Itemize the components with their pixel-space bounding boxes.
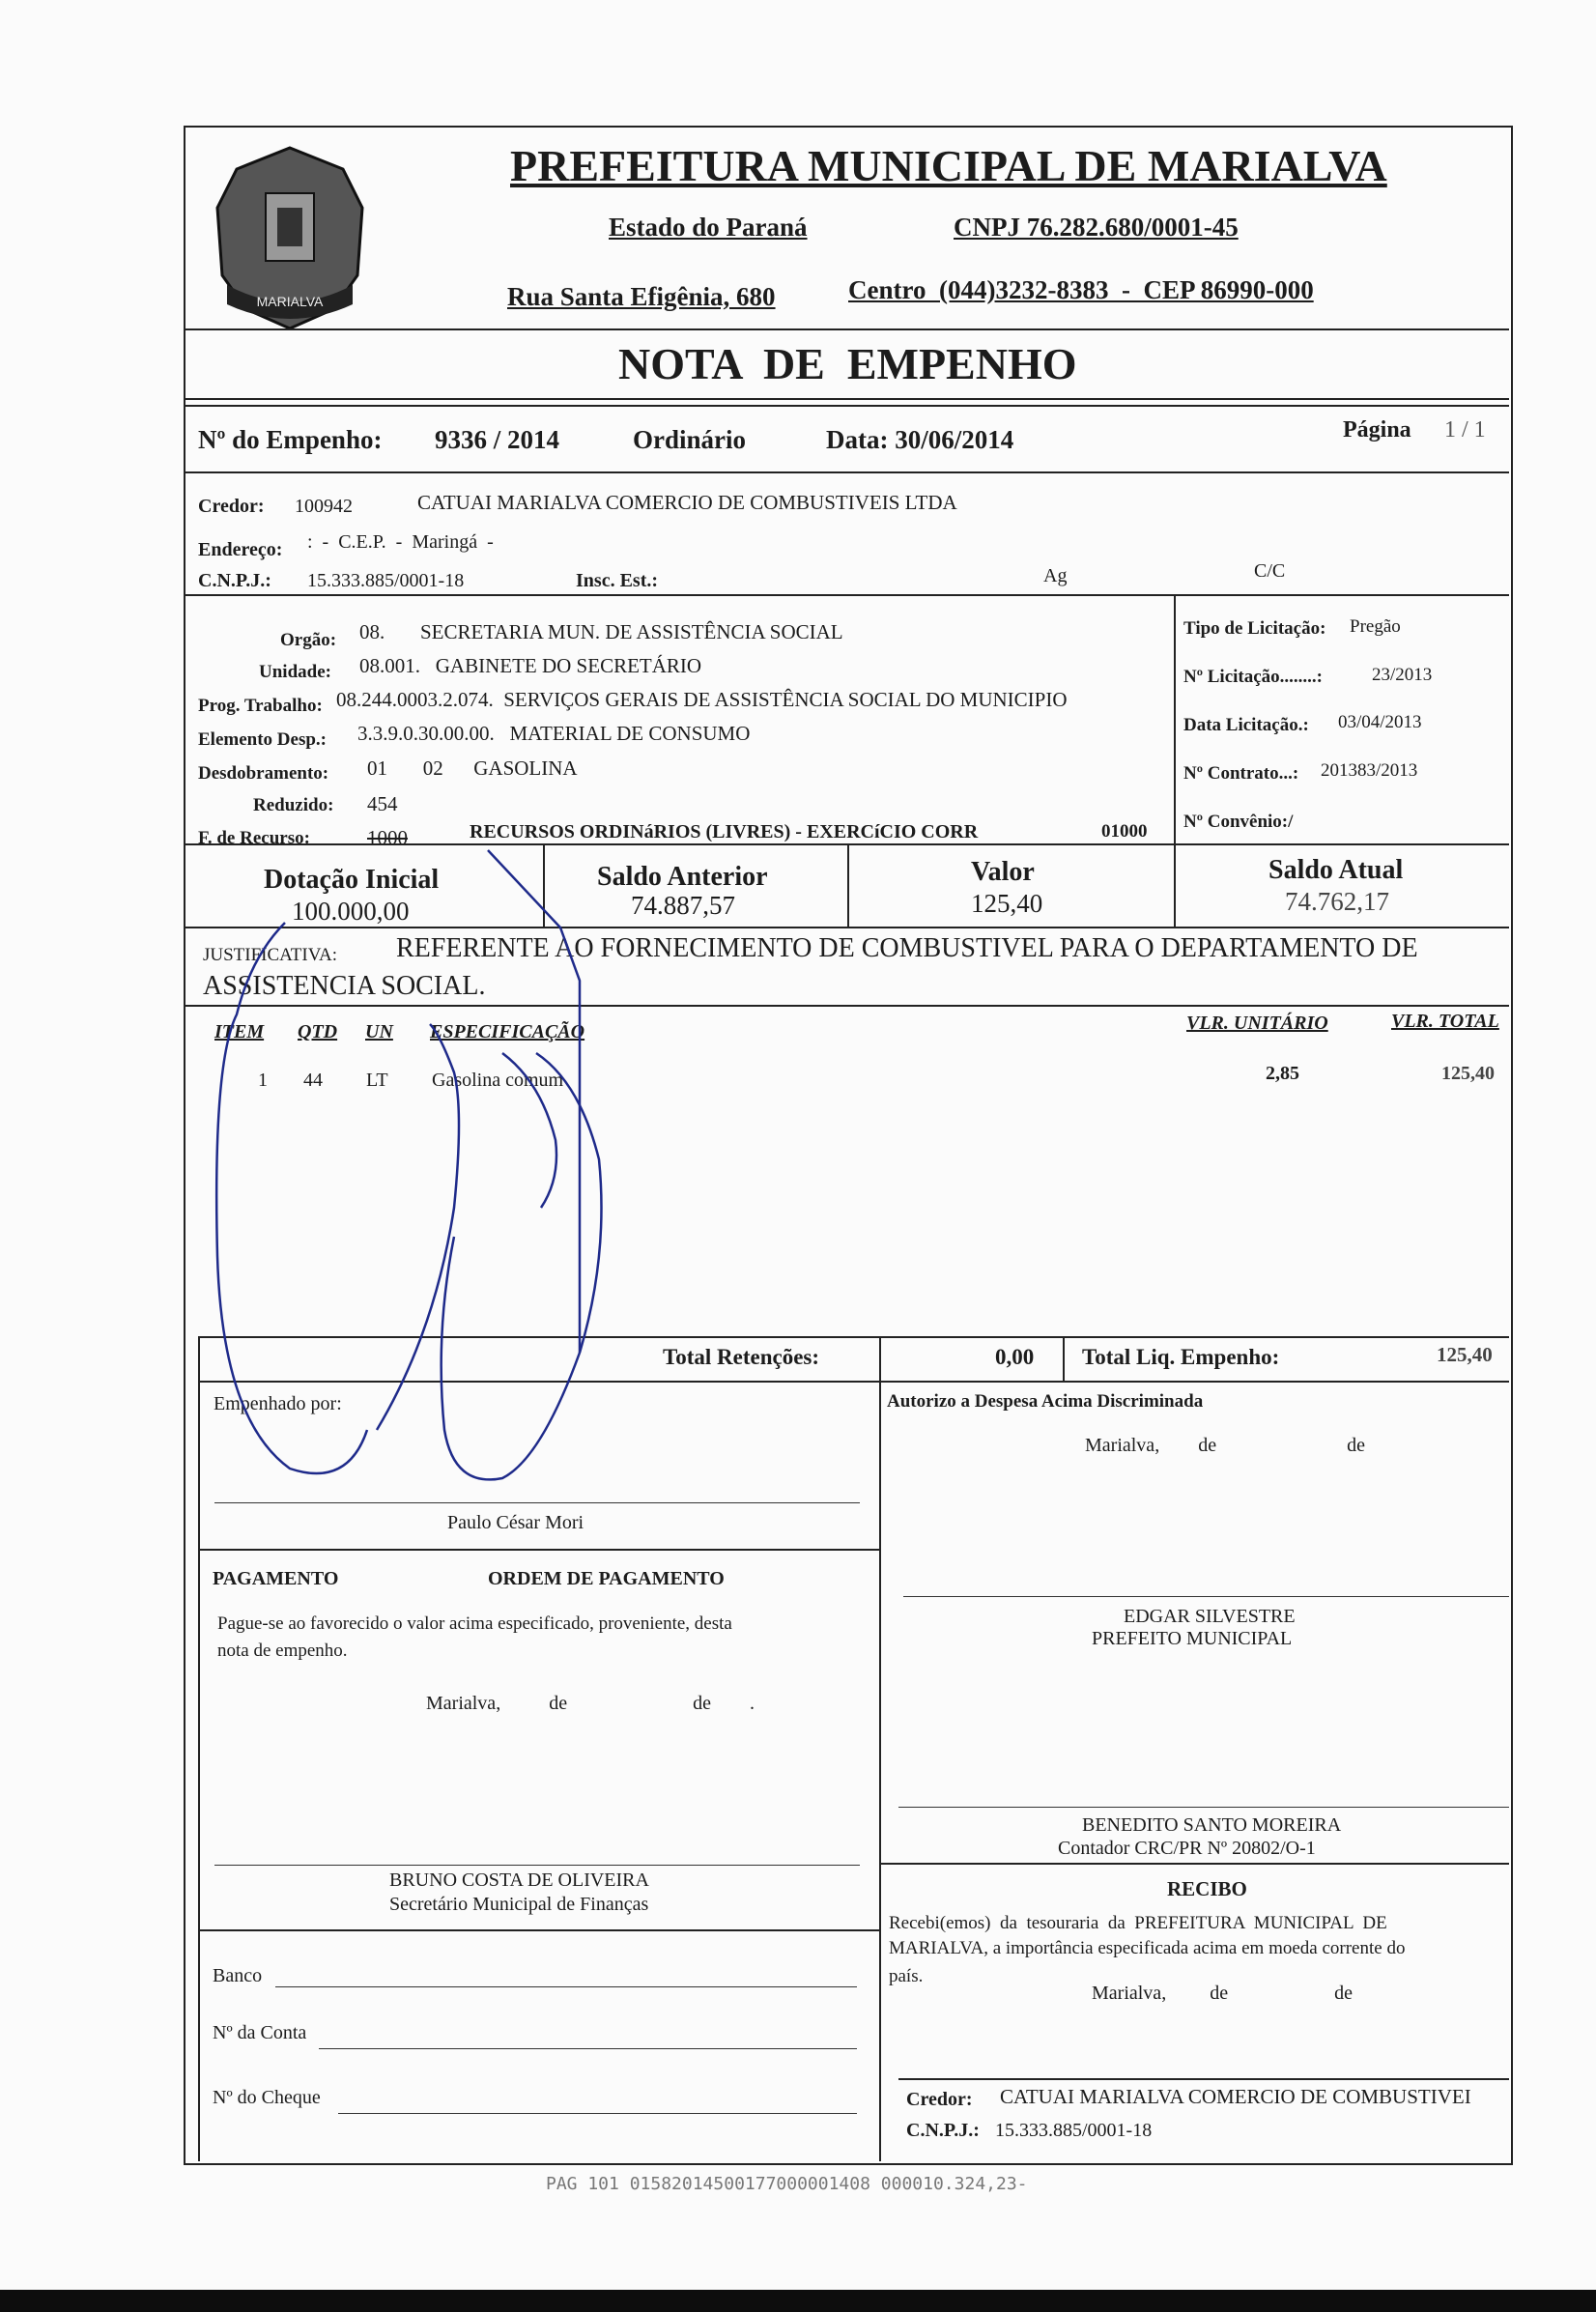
recibo-line2: MARIALVA, a importância especificada acima em moeda corrente do (889, 1938, 1406, 1958)
recibo-credor-label: Credor: (906, 2089, 973, 2110)
recurso-value: RECURSOS ORDINáRIOS (LIVRES) - EXERCíCIO CORR (470, 821, 979, 842)
ordem-pagamento-label: ORDEM DE PAGAMENTO (488, 1568, 725, 1589)
vlr-total-header: VLR. TOTAL (1391, 1011, 1499, 1032)
place-date-pagamento: Marialva, de de . (426, 1693, 755, 1714)
empenho-type: Ordinário (633, 425, 747, 454)
recibo-cnpj-label: C.N.P.J.: (906, 2120, 980, 2141)
svg-text:MARIALVA: MARIALVA (256, 294, 324, 309)
pagamento-label: PAGAMENTO (213, 1568, 339, 1589)
header-contact: Centro (044)3232-8383 - CEP 86990-000 (848, 275, 1314, 304)
scan-border (0, 2290, 1596, 2312)
reduzido-label: Reduzido: (253, 795, 334, 815)
table-row-espec: Gasolina comum (432, 1070, 564, 1091)
address-label: Endereço: (198, 539, 283, 560)
table-row-vlr-total: 125,40 (1441, 1063, 1495, 1084)
credor-name: CATUAI MARIALVA COMERCIO DE COMBUSTIVEIS LTDA (417, 491, 957, 514)
table-row-item: 1 (258, 1070, 268, 1091)
contrato-label: Nº Contrato...: (1183, 763, 1299, 784)
header-cnpj: CNPJ 76.282.680/0001-45 (954, 213, 1239, 242)
empenho-date: Data: 30/06/2014 (826, 425, 1014, 454)
recurso-label: F. de Recurso: (198, 828, 310, 848)
licitacao-number-value: 23/2013 (1372, 665, 1433, 685)
justificativa-line2: ASSISTENCIA SOCIAL. (203, 971, 486, 1001)
footer-code: PAG 101 01582014500177000001408 000010.324,23- (546, 2174, 1028, 2194)
municipality-title: PREFEITURA MUNICIPAL DE MARIALVA (510, 141, 1387, 190)
state-name: Estado do Paraná (609, 213, 808, 242)
credor-label: Credor: (198, 496, 265, 517)
pagamento-text-2: nota de empenho. (217, 1641, 348, 1661)
page-value: 1 / 1 (1444, 417, 1486, 442)
espec-header: ESPECIFICAÇÃO (430, 1021, 585, 1042)
dotacao-label: Dotação Inicial (264, 865, 440, 895)
table-row-qtd: 44 (303, 1070, 323, 1091)
retencoes-label: Total Retenções: (663, 1345, 820, 1369)
contrato-value: 201383/2013 (1321, 760, 1418, 781)
orgao-label: Orgão: (280, 630, 337, 650)
secretario-name: BRUNO COSTA DE OLIVEIRA (389, 1870, 649, 1891)
table-row-un: LT (366, 1070, 388, 1091)
cheque-label: Nº do Cheque (213, 2087, 321, 2108)
prog-label: Prog. Trabalho: (198, 696, 323, 716)
desdobramento-label: Desdobramento: (198, 763, 329, 784)
justificativa-line1: REFERENTE AO FORNECIMENTO DE COMBUSTIVEL PARA O DEPARTAMENTO DE (396, 933, 1418, 963)
credor-address: : - C.E.P. - Maringá - (307, 531, 494, 553)
page-label: Página (1343, 417, 1411, 442)
retencoes-value: 0,00 (995, 1345, 1035, 1369)
orgao-value: 08. SECRETARIA MUN. DE ASSISTÊNCIA SOCIAL (359, 620, 843, 643)
reduzido-value: 454 (367, 792, 398, 815)
liq-value: 125,40 (1437, 1343, 1493, 1366)
prefeito-name: EDGAR SILVESTRE (1124, 1606, 1296, 1627)
recurso-number: 01000 (1101, 821, 1148, 842)
place-date-autorizo: Marialva, de de (1085, 1435, 1365, 1456)
secretario-title: Secretário Municipal de Finanças (389, 1894, 649, 1915)
justificativa-label: JUSTIFICATIVA: (203, 945, 338, 965)
desdobramento-value: 01 02 GASOLINA (367, 756, 578, 780)
item-header: ITEM (214, 1021, 265, 1042)
saldo-anterior-label: Saldo Anterior (597, 862, 768, 892)
tipo-licitacao-value: Pregão (1350, 616, 1401, 637)
recibo-credor-value: CATUAI MARIALVA COMERCIO DE COMBUSTIVEI (1000, 2085, 1471, 2108)
recurso-code: 1000 (367, 826, 408, 849)
prefeito-title: PREFEITO MUNICIPAL (1092, 1628, 1293, 1649)
recibo-line1: Recebi(emos) da tesouraria da PREFEITURA MUNICIPAL DE (889, 1913, 1387, 1933)
empenho-number-label: Nº do Empenho: (198, 425, 383, 454)
document-title: NOTA DE EMPENHO (618, 339, 1077, 388)
saldo-atual-label: Saldo Atual (1268, 855, 1404, 885)
qtd-header: QTD (298, 1021, 338, 1042)
contador-name: BENEDITO SANTO MOREIRA (1082, 1814, 1342, 1836)
banco-label: Banco (213, 1965, 263, 1986)
saldo-anterior-value: 74.887,57 (631, 891, 735, 920)
valor-value: 125,40 (971, 889, 1043, 918)
empenhado-name: Paulo César Mori (447, 1512, 584, 1533)
elemento-value: 3.3.9.0.30.00.00. MATERIAL DE CONSUMO (357, 722, 751, 745)
place-date-recibo: Marialva, de de (1092, 1983, 1353, 2004)
autorizo-text: Autorizo a Despesa Acima Discriminada (887, 1391, 1204, 1412)
pagamento-text-1: Pague-se ao favorecido o valor acima especificado, proveniente, desta (217, 1613, 732, 1634)
convenio-label: Nº Convênio:/ (1183, 812, 1294, 832)
un-header: UN (365, 1021, 393, 1042)
empenho-number: 9336 / 2014 (435, 425, 560, 454)
dotacao-value: 100.000,00 (292, 897, 410, 926)
saldo-atual-value: 74.762,17 (1285, 887, 1389, 916)
vlr-unit-header: VLR. UNITÁRIO (1186, 1013, 1328, 1034)
recibo-cnpj-value: 15.333.885/0001-18 (995, 2120, 1153, 2141)
insc-label: Insc. Est.: (576, 570, 659, 591)
tipo-licitacao-label: Tipo de Licitação: (1183, 618, 1326, 639)
credor-code: 100942 (295, 496, 353, 517)
licitacao-date-label: Data Licitação.: (1183, 715, 1309, 735)
recibo-line3: país. (889, 1966, 924, 1986)
ag-label: Ag (1043, 565, 1068, 586)
unidade-label: Unidade: (259, 662, 331, 682)
conta-label: Nº da Conta (213, 2022, 307, 2043)
unidade-value: 08.001. GABINETE DO SECRETÁRIO (359, 654, 702, 677)
cnpj-label: C.N.P.J.: (198, 570, 271, 591)
table-row-vlr-unit: 2,85 (1266, 1063, 1299, 1084)
recibo-title: RECIBO (1167, 1877, 1247, 1900)
prog-value: 08.244.0003.2.074. SERVIÇOS GERAIS DE ASSISTÊNCIA SOCIAL DO MUNICIPIO (336, 688, 1068, 711)
cc-label: C/C (1254, 560, 1286, 582)
contador-title: Contador CRC/PR Nº 20802/O-1 (1058, 1838, 1316, 1859)
licitacao-number-label: Nº Licitação........: (1183, 667, 1323, 687)
header-address: Rua Santa Efigênia, 680 (507, 282, 776, 311)
elemento-label: Elemento Desp.: (198, 729, 327, 750)
liq-label: Total Liq. Empenho: (1082, 1345, 1280, 1369)
valor-label: Valor (971, 857, 1035, 887)
licitacao-date-value: 03/04/2013 (1338, 712, 1422, 732)
empenhado-label: Empenhado por: (214, 1393, 342, 1414)
credor-cnpj: 15.333.885/0001-18 (307, 570, 465, 591)
